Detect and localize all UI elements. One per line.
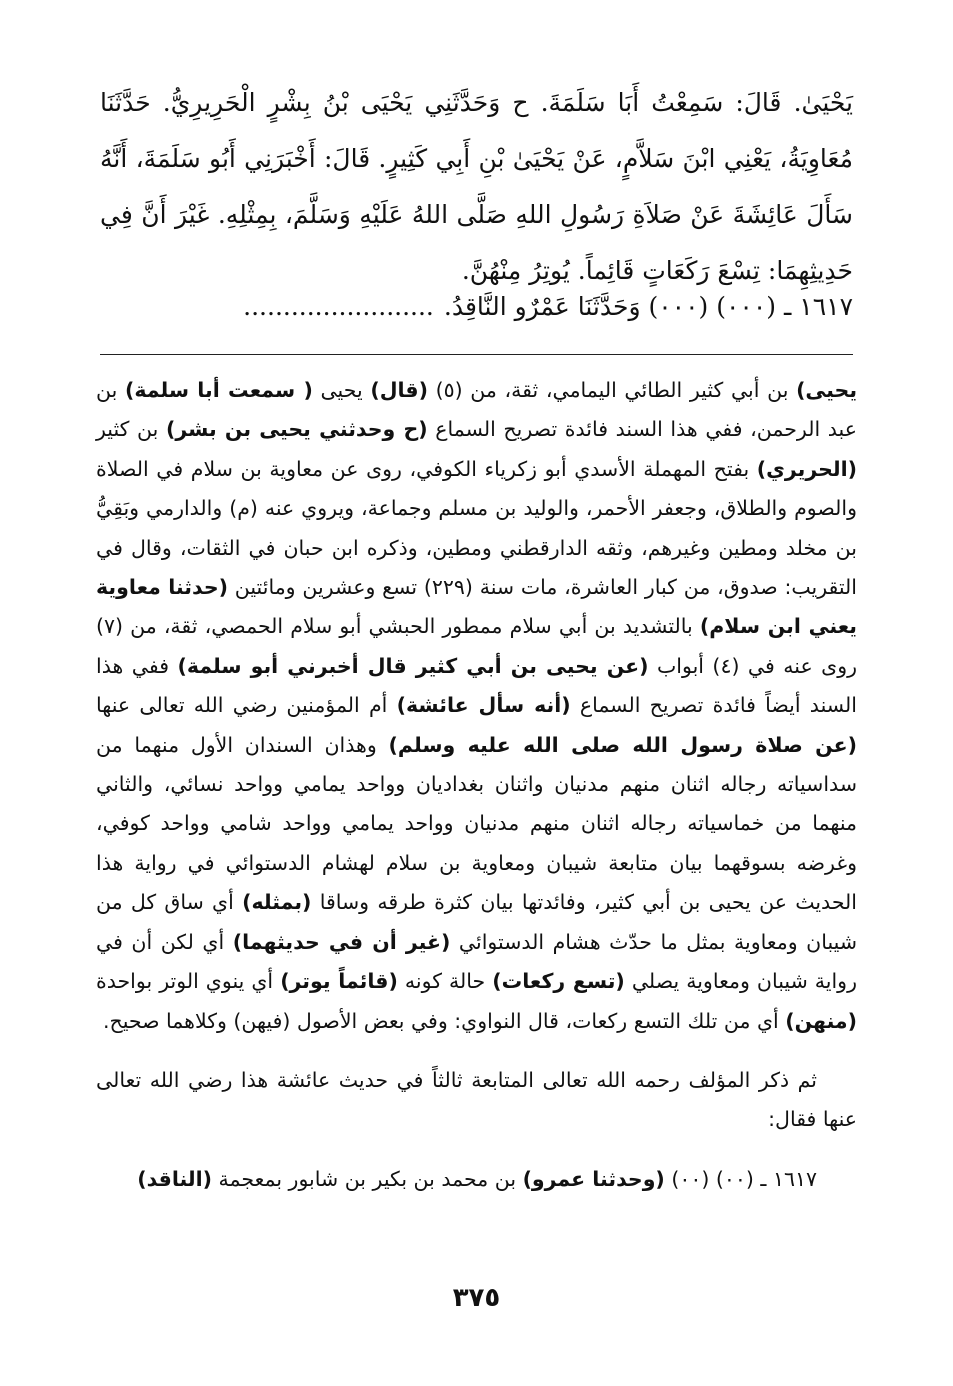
commentary-block [96, 371, 857, 1199]
commentary-text: حالة كونه [397, 969, 493, 994]
commentary-text: أي لكن أن في رواية شيبان ومعاوية يصلي [96, 929, 857, 994]
commentary-text: أي ينوي الوتر بواحدة [96, 969, 281, 994]
commentary-paragraph-3 [96, 1160, 857, 1199]
hadith-text: يَحْيَىٰ. قَالَ: سَمِعْتُ أَبَا سَلَمَةَ. ح وَحَدَّثَنِي يَحْيَى بْنُ بِشْرٍ الْحَرِيرِيُّ. حَدَّثَنَا مُعَاوِيَةُ، يَعْنِي ابْنَ سَلاَّمٍ، عَنْ يَحْيَىٰ بْنِ أَبِي كَثِيرٍ. قَالَ: أَخْبَرَنِي أَبُو سَلَمَةَ، أَنَّهُ سَأَلَ عَائِشَةَ عَنْ صَلاَةِ رَسُولِ اللهِ صَلَّى اللهُ عَلَيْهِ وَسَلَّمَ، بِمِثْلِهِ. غَيْرَ أَنَّ فِي حَدِيثِهِمَا: تِسْعَ رَكَعَاتٍ قَائِماً. يُوتِرُ مِنْهُنَّ. [100, 88, 853, 285]
commentary-text: أي من تلك التسع ركعات، قال النواوي: وفي بعض الأصول (فيهن) وكلاهما صحيح. [102, 1008, 786, 1033]
commentary-text: أي ساق كل من شيبان ومعاوية بمثل ما حدّث هشام الدستوائي [96, 890, 858, 954]
dotted-leader: ........................ [243, 292, 434, 321]
bold-phrase: (غير أن في حديثهما) [232, 929, 451, 954]
bold-phrase: (الحريري) [756, 456, 857, 481]
commentary-paragraph-1 [96, 371, 857, 1041]
commentary-text: وهذان السندان الأول منهما من سداسياته رجاله اثنان منهم مدنيان واثنان بغداديان وواحد يمامي وواحد نسائي، والثاني منهما من خماسياته رجاله اثنان منهم مدنيان وواحد يمامي وواحد شامي وواحد كوفي، وغرضه بسوقهما بيان متابعة شيبان ومعاوية بن سلام لهشام الدستوائي في رواية هذا الحديث عن يحيى بن أبي كثير، وفائدتها بيان كثرة طرقه وساقا [96, 732, 857, 915]
hadith-text-block [100, 75, 853, 299]
bold-phrase: (منهن) [785, 1008, 857, 1033]
commentary-text: ففي هذا السند أيضاً فائدة تصريح السماع [96, 653, 857, 718]
bold-phrase: (تسع ركعات) [492, 969, 625, 994]
page-number: ٣٧٥ [452, 1283, 501, 1313]
bold-phrase: (بمثله) [242, 890, 312, 915]
commentary-paragraph-2: ثم ذكر المؤلف رحمه الله تعالى المتابعة ثالثاً في حديث عائشة هذا رضي الله تعالى عنها فقال: [96, 1067, 857, 1132]
bold-phrase: (الناقد) [137, 1166, 212, 1191]
bold-phrase: (عن يحيى بن أبي كثير قال أخبرني أبو سلمة) [177, 653, 649, 678]
bold-phrase: ( سمعت أبا سلمة) [124, 378, 313, 402]
bold-phrase: (ح وحدثني يحيى بن بشر) [165, 417, 428, 442]
hadith-number: ١٦١٧ ـ (٠٠) (٠٠) [664, 1166, 817, 1191]
bold-phrase: (قائماً يوتر) [280, 969, 398, 994]
commentary-text: بفتح المهملة الأسدي أبو زكرياء الكوفي، روى عن معاوية بن سلام في الصلاة والصوم والطلاق، وجعفر الأحمر، والوليد بن مسلم وجماعة، ويروي عنه (م) والدارمي وبَقِيُّ بن مخلد ومطين وغيرهم، وثقه الدارقطني ومطين، وذكره ابن حبان في الثقات، وقال في التقريب: صدوق، من كبار العاشرة، مات سنة (٢٢٩) تسع وعشرين ومائتين [96, 456, 858, 600]
bold-phrase: (حدثنا معاوية يعني ابن سلام) [96, 575, 858, 639]
commentary-text: بن أبي كثير الطائي اليمامي، ثقة، من (٥) [427, 378, 797, 402]
bold-phrase: (أنه سأل عائشة) [396, 693, 571, 718]
commentary-text: بن محمد بن بكير بن شابور بمعجمة [212, 1166, 523, 1191]
bold-phrase: (قال) [370, 378, 428, 402]
bold-phrase: (عن صلاة رسول الله صلى الله عليه وسلم) [388, 732, 857, 757]
commentary-text: يحيى [312, 378, 371, 402]
bold-phrase: (وحدثنا عمرو) [522, 1166, 665, 1191]
commentary-text: أم المؤمنين رضي الله تعالى عنها [96, 693, 397, 718]
commentary-text: بن كثير [96, 417, 166, 442]
footnote-divider [100, 354, 853, 355]
bold-phrase: يحيى) [796, 378, 858, 402]
hadith-number-chain: ١٦١٧ ـ (٠٠٠) (٠٠٠) وَحَدَّثَنَا عَمْرٌو النَّاقِدُ. [443, 292, 853, 321]
commentary-text: بالتشديد بن أبي سلام ممطور الحبشي أبو سلام الحمصي، ثقة، من (٧) روى عنه في (٤) أبواب [96, 614, 857, 678]
hadith-next-chain [100, 287, 853, 327]
commentary-text: بن عبد الرحمن، ففي هذا السند فائدة تصريح السماع [96, 378, 857, 442]
